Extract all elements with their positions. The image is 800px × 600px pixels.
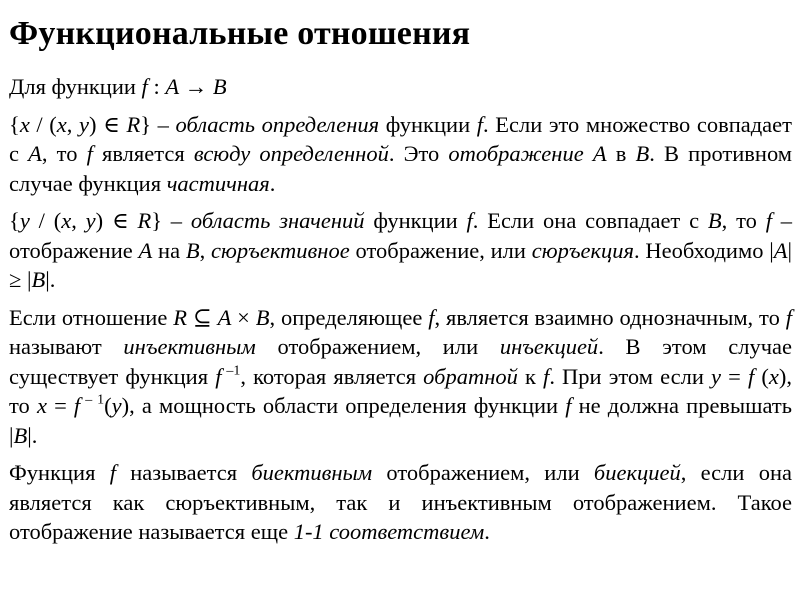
text-run: . Если она совпадает с xyxy=(472,208,708,233)
italic-text: y xyxy=(19,208,30,233)
text-run: = xyxy=(46,393,74,418)
italic-text: B xyxy=(13,422,28,448)
slide-body xyxy=(9,72,792,547)
slide xyxy=(9,0,792,555)
paragraph-function-definition xyxy=(9,72,792,102)
text-run: функции xyxy=(364,208,467,233)
text-run: ⊆ xyxy=(186,304,218,330)
italic-text: всюду определенной xyxy=(193,141,389,166)
italic-text: y xyxy=(85,208,96,233)
text-run: . xyxy=(269,170,276,196)
text-run xyxy=(584,141,593,166)
italic-text: область определения xyxy=(175,111,380,137)
italic-text: A xyxy=(165,74,180,99)
text-run: ( xyxy=(104,393,112,418)
italic-text: B xyxy=(635,141,650,166)
italic-text: частичная xyxy=(166,170,270,196)
text-run: ), то xyxy=(9,363,792,418)
text-run: отображением, или xyxy=(372,460,594,485)
text-run: . Это xyxy=(388,141,449,166)
italic-text: R xyxy=(173,304,187,330)
italic-text: x xyxy=(768,363,779,389)
text-run: { xyxy=(9,111,20,137)
text-run: ) ∈ xyxy=(95,208,138,233)
italic-text: f xyxy=(109,460,116,485)
text-run: . Необходимо | xyxy=(634,237,774,263)
text-run: ), а мощность области определения функции xyxy=(121,393,566,418)
text-run: не должна превышать | xyxy=(9,393,792,448)
text-run: . xyxy=(484,519,490,544)
italic-text: R xyxy=(137,208,152,233)
italic-text: y xyxy=(711,363,722,389)
superscript-text: – 1 xyxy=(80,392,105,408)
text-run: , которая является xyxy=(240,363,424,389)
text-run: → xyxy=(179,74,213,99)
text-run: { xyxy=(9,208,20,233)
text-run: } – xyxy=(151,208,191,233)
italic-text: сюръекция xyxy=(531,237,634,263)
text-run: , определяющее xyxy=(269,304,429,330)
italic-text: B xyxy=(31,267,46,292)
text-run: на xyxy=(152,237,186,263)
italic-text: R xyxy=(126,111,141,137)
italic-text: сюръективное xyxy=(211,237,350,263)
text-run: / ( xyxy=(29,111,57,137)
italic-text: f xyxy=(141,74,148,99)
text-run: , xyxy=(66,111,80,137)
italic-text: f xyxy=(86,141,93,166)
text-run: , если она является как сюръективным, так и инъективным отображением. Такое отображение называется еще xyxy=(9,460,792,544)
italic-text: x xyxy=(56,111,67,137)
italic-text: B xyxy=(185,237,200,263)
italic-text: область значений xyxy=(190,208,365,233)
italic-text: f xyxy=(747,363,755,389)
italic-text: A xyxy=(217,304,232,330)
italic-text: инъективным xyxy=(123,334,256,359)
italic-text: x xyxy=(61,208,72,233)
italic-text: A xyxy=(138,237,153,263)
text-run: называется xyxy=(115,460,252,485)
italic-text: B xyxy=(212,74,227,99)
text-run: × xyxy=(231,304,256,330)
paragraph-bijection xyxy=(9,458,792,547)
italic-text: B xyxy=(707,208,722,233)
italic-text: f xyxy=(466,208,473,233)
text-run: ) ∈ xyxy=(89,111,127,137)
italic-text: 1-1 соответствием xyxy=(293,519,485,544)
text-run: . В этом случае существует функция xyxy=(9,334,792,389)
italic-text: биекцией xyxy=(593,460,681,485)
paragraph-range-surjection xyxy=(9,206,792,295)
italic-text: обратной xyxy=(423,363,518,389)
text-run: , то xyxy=(41,141,87,166)
italic-text: f xyxy=(476,111,483,137)
text-run: отображением, или xyxy=(255,334,500,359)
superscript-text: –1 xyxy=(221,362,241,378)
text-run: функции xyxy=(379,111,477,137)
text-run: . Если это множество совпадает с xyxy=(9,111,792,166)
text-run: ( xyxy=(754,363,769,389)
text-run: = xyxy=(721,363,748,389)
italic-text: биективным xyxy=(251,460,373,485)
italic-text: f xyxy=(565,393,572,418)
italic-text: y xyxy=(111,393,122,418)
italic-text: f xyxy=(73,393,81,418)
italic-text: y xyxy=(79,111,90,137)
text-run: , xyxy=(199,237,212,263)
italic-text: f xyxy=(428,304,435,330)
text-run: в xyxy=(606,141,636,166)
italic-text: x xyxy=(36,393,47,418)
italic-text: f xyxy=(765,208,772,233)
italic-text: f xyxy=(785,304,792,330)
text-run: | ≥ | xyxy=(9,237,793,292)
italic-text: B xyxy=(255,304,270,330)
italic-text: x xyxy=(19,111,30,137)
paragraph-domain xyxy=(9,110,792,199)
text-run: |. xyxy=(45,267,56,292)
text-run: . При этом если xyxy=(549,363,712,389)
text-run: } – xyxy=(140,111,176,137)
text-run: – отображение xyxy=(9,208,793,263)
text-run: |. xyxy=(27,422,38,448)
text-run: . В противном случае функция xyxy=(9,141,793,196)
text-run: к xyxy=(517,363,544,389)
text-run: Для функции xyxy=(9,74,142,99)
text-run: Если отношение xyxy=(9,304,174,330)
text-run: , xyxy=(71,208,86,233)
italic-text: A xyxy=(28,141,42,166)
text-run: : xyxy=(147,74,166,99)
text-run: является xyxy=(92,141,194,166)
paragraph-injection xyxy=(9,303,792,451)
text-run: Функция xyxy=(9,460,110,485)
italic-text: A xyxy=(773,237,788,263)
slide-title: Функциональные отношения xyxy=(9,15,471,52)
text-run: называют xyxy=(9,334,124,359)
italic-text: отображение xyxy=(448,141,584,166)
text-run: , то xyxy=(721,208,766,233)
italic-text: f xyxy=(215,363,222,389)
text-run: / ( xyxy=(29,208,62,233)
text-run: отображение, или xyxy=(349,237,532,263)
italic-text: инъекцией xyxy=(499,334,599,359)
italic-text: A xyxy=(592,141,607,166)
text-run: , является взаимно однозначным, то xyxy=(434,304,786,330)
italic-text: f xyxy=(543,363,550,389)
